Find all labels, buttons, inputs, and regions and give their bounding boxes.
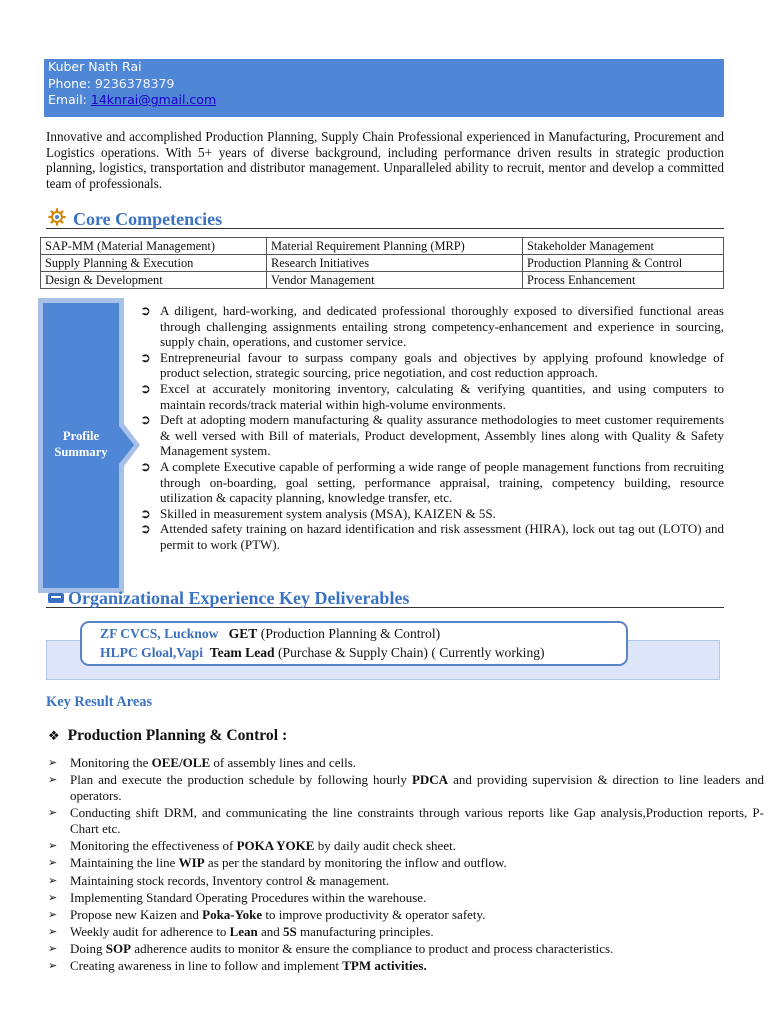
text-part: Conducting shift DRM, and communicating the line constraints through various reports like Gap analysis,Production reports, P-Chart etc. <box>70 805 764 836</box>
role-title: GET <box>228 626 258 641</box>
role-detail: (Purchase & Supply Chain) ( Currently working) <box>278 645 545 660</box>
text-part: and <box>257 924 284 940</box>
list-item <box>48 941 764 957</box>
bold-term: OEE/OLE <box>151 755 211 770</box>
item-text: Skilled in measurement system analysis (MSA), KAIZEN & 5S. <box>160 505 496 521</box>
arrowhead-bullet-icon: ➢ <box>48 773 58 787</box>
bold-term: 5S <box>283 924 297 940</box>
list-item <box>48 755 764 771</box>
arrowhead-bullet-icon: ➢ <box>48 890 58 904</box>
arrow-bullet-icon: ➲ <box>140 521 151 537</box>
list-item <box>140 381 724 412</box>
text-part: Monitoring the <box>70 755 152 770</box>
bold-term: POKA YOKE <box>236 838 315 854</box>
table-cell: Supply Planning & Execution <box>41 255 267 272</box>
text-part: Monitoring the effectiveness of <box>70 838 237 854</box>
bold-term: Poka-Yoke <box>202 906 263 922</box>
bold-term: PDCA <box>411 772 449 788</box>
bold-term: TPM activities. <box>342 958 427 974</box>
arrowhead-bullet-icon: ➢ <box>48 806 58 820</box>
table-row <box>41 255 724 272</box>
text-part: Doing <box>70 941 106 957</box>
company-name: HLPC Gloal,Vapi <box>100 645 203 660</box>
diamond-bullet-icon: ❖ <box>48 729 60 744</box>
phone-number: 9236378379 <box>94 75 175 91</box>
text-part: Creating awareness in line to follow and implement <box>70 958 343 974</box>
table-cell: Vendor Management <box>267 272 523 289</box>
experience-row <box>100 643 626 662</box>
list-item <box>48 907 764 923</box>
text-part: adherence audits to monitor & ensure the compliance to product and process characteristics. <box>131 941 614 957</box>
table-cell: SAP-MM (Material Management) <box>41 238 267 255</box>
profile-summary-list <box>140 303 724 553</box>
kra-list <box>48 755 764 976</box>
arrowhead-bullet-icon: ➢ <box>48 856 58 870</box>
table-cell: Material Requirement Planning (MRP) <box>267 238 523 255</box>
experience-row <box>100 624 626 643</box>
item-text: Attended safety training on hazard identification and risk assessment (HIRA), lock out tag out (LOTO) and permit to work (PTW). <box>160 521 724 552</box>
phone-label: Phone: <box>48 75 91 91</box>
text-part: Propose new Kaizen and <box>70 906 203 922</box>
table-row <box>41 238 724 255</box>
profile-summary-label <box>38 428 124 460</box>
gear-icon <box>48 208 66 226</box>
arrowhead-bullet-icon: ➢ <box>48 907 58 921</box>
table-cell: Process Enhancement <box>523 272 724 289</box>
text-part: to improve productivity & operator safety. <box>262 906 486 922</box>
briefcase-icon <box>48 593 64 603</box>
list-item <box>140 459 724 506</box>
profile-summary-tab <box>38 298 142 593</box>
arrowhead-bullet-icon: ➢ <box>48 925 58 939</box>
table-cell: Production Planning & Control <box>523 255 724 272</box>
email-line <box>48 92 720 109</box>
section-title: Organizational Experience Key Deliverables <box>68 588 410 608</box>
role-title: Team Lead <box>209 645 275 660</box>
text-part: Weekly audit for adherence to <box>70 924 230 940</box>
arrowhead-bullet-icon: ➢ <box>48 942 58 956</box>
list-item <box>140 350 724 381</box>
core-competencies-heading <box>46 207 724 229</box>
section-title: Core Competencies <box>73 209 223 229</box>
list-item <box>140 521 724 552</box>
bold-term: SOP <box>105 941 132 957</box>
list-item <box>48 838 764 854</box>
key-result-areas-heading: Key Result Areas <box>46 694 153 710</box>
ppc-subheading <box>48 727 287 745</box>
text-part: and providing supervision & direction to line leaders and operators. <box>70 772 764 803</box>
list-item <box>48 873 764 889</box>
arrow-bullet-icon: ➲ <box>140 349 151 365</box>
item-text: Entrepreneurial favour to surpass company goals and objectives by applying profound knowledge of product selection, strategic sourcing, price negotiation, and cost reduction approach. <box>160 349 724 381</box>
email-label: Email: <box>48 92 87 107</box>
item-text: A complete Executive capable of performing a wide range of people management functions from recruiting through on-boarding, goal setting, performance appraisal, training, competency building, resource utilization & capacity planning, knowledge transfer, etc. <box>160 458 724 506</box>
list-item <box>140 506 724 522</box>
role-detail: (Production Planning & Control) <box>260 626 441 641</box>
table-cell: Research Initiatives <box>267 255 523 272</box>
label-line: Profile <box>62 429 100 443</box>
arrowhead-bullet-icon: ➢ <box>48 959 58 973</box>
text-part: by daily audit check sheet. <box>314 838 456 854</box>
list-item <box>48 890 764 906</box>
item-text: Deft at adopting modern manufacturing & quality assurance methodologies to meet customer requirements & well versed with Bill of materials, Product development, Assembly lines along with Quality & Safety Management system. <box>160 412 724 459</box>
bold-term: Lean <box>229 924 258 940</box>
text-part: Maintaining stock records, Inventory control & management. <box>70 872 390 888</box>
arrowhead-bullet-icon: ➢ <box>48 839 58 853</box>
list-item <box>140 412 724 459</box>
competencies-table <box>40 237 724 289</box>
arrow-bullet-icon: ➲ <box>140 458 151 474</box>
org-experience-heading <box>46 588 724 608</box>
table-row <box>41 272 724 289</box>
arrowhead-bullet-icon: ➢ <box>48 756 58 769</box>
list-item <box>48 855 764 871</box>
list-item <box>48 924 764 940</box>
arrowhead-bullet-icon: ➢ <box>48 873 58 887</box>
arrow-bullet-icon: ➲ <box>140 380 151 396</box>
item-text: Excel at accurately monitoring inventory, calculating & verifying quantities, and using computers to maintain records/track material within high-volume environments. <box>160 380 724 412</box>
candidate-name: Kuber Nath Rai <box>48 59 142 74</box>
text-part: Maintaining the line <box>70 855 179 871</box>
subheading-text: Production Planning & Control : <box>67 727 288 744</box>
label-line: Summary <box>54 445 108 459</box>
arrow-bullet-icon: ➲ <box>140 412 151 428</box>
list-item <box>140 303 724 350</box>
list-item <box>48 805 764 837</box>
table-cell: Stakeholder Management <box>523 238 724 255</box>
list-item <box>48 772 764 804</box>
text-part: of assembly lines and cells. <box>210 755 356 770</box>
bold-term: WIP <box>178 855 205 871</box>
phone-line <box>48 76 720 93</box>
table-cell: Design & Development <box>41 272 267 289</box>
email-link[interactable]: 14knrai@gmail.com <box>90 92 217 107</box>
list-item <box>48 958 764 974</box>
text-part: Plan and execute the production schedule by following hourly <box>70 772 412 788</box>
contact-header <box>44 59 724 117</box>
text-part: as per the standard by monitoring the inflow and outflow. <box>204 855 507 871</box>
item-text: A diligent, hard-working, and dedicated professional thoroughly exposed to diversified functional areas through challenging assignments entailing strong competency-enhancement and experience in sourcing, supply chain, operations, and customer service. <box>160 303 724 350</box>
experience-card <box>80 621 628 666</box>
intro-paragraph: Innovative and accomplished Production Planning, Supply Chain Professional experienced in Manufacturing, Procurement and Logistics operations. With 5+ years of diverse background, including performance driven results in strategic production planning, logistics, transportation and distributor management. Unparalleled ability to recruit, mentor and develop a committed team of professionals. <box>46 129 724 191</box>
text-part: manufacturing principles. <box>296 924 434 940</box>
arrow-bullet-icon: ➲ <box>140 505 151 521</box>
text-part: Implementing Standard Operating Procedures within the warehouse. <box>70 889 427 905</box>
arrow-bullet-icon: ➲ <box>140 303 151 318</box>
company-name: ZF CVCS, Lucknow <box>100 626 219 641</box>
